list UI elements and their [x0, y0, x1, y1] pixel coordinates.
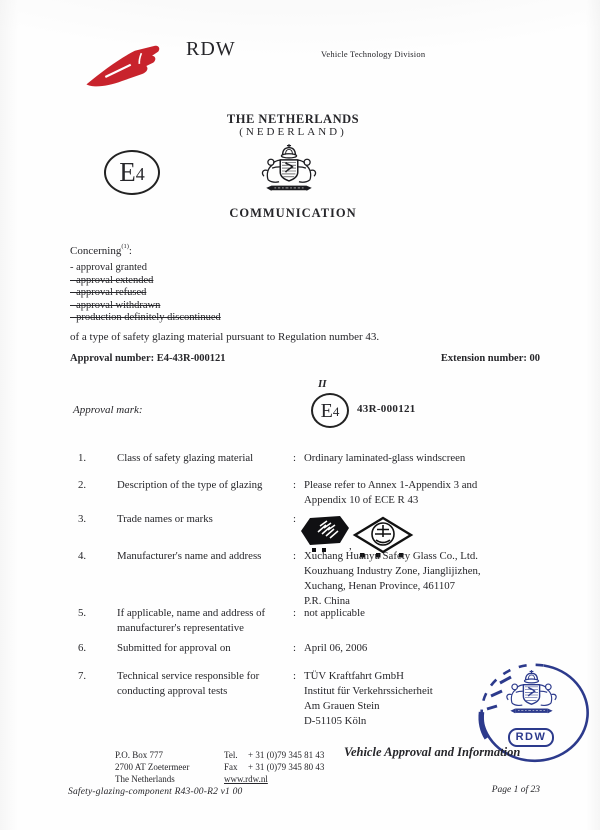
concerning-item: - production definitely discontinued	[70, 312, 221, 324]
country-native-title: (NEDERLAND)	[239, 126, 347, 138]
extension-number: Extension number: 00	[440, 353, 540, 364]
row-label: Description of the type of glazing	[117, 479, 263, 491]
approval-mark-class: II	[318, 378, 327, 390]
concerning-item: - approval granted	[70, 262, 147, 273]
e-mark-letter: E	[119, 157, 136, 187]
communication-title: COMMUNICATION	[229, 206, 357, 220]
footer-address: P.O. Box 777 2700 AT Zoetermeer The Netherlands	[115, 750, 190, 784]
rdw-swoosh-logo	[84, 43, 166, 93]
concerning-summary: of a type of safety glazing material pursuant to Regulation number 43.	[70, 331, 380, 343]
row-number: 6.	[78, 642, 87, 654]
brand-wordmark: RDW	[186, 38, 236, 60]
row-value: not applicable	[304, 607, 365, 619]
row-number: 7.	[78, 670, 87, 682]
e4-approval-country-mark	[104, 150, 160, 195]
row-label: Class of safety glazing material	[117, 452, 254, 464]
fax-number: + 31 (0)79 345 80 43	[248, 761, 325, 772]
row-label: Manufacturer's name and address	[117, 550, 262, 562]
approval-mark-label: Approval mark:	[73, 404, 143, 416]
row-colon: :	[293, 607, 296, 619]
stamp-coat-of-arms-icon	[507, 670, 556, 713]
concerning-item: - approval refused	[70, 287, 147, 299]
footnote-ref: (1)	[121, 243, 129, 250]
tel-number: + 31 (0)79 345 81 43	[248, 750, 325, 760]
e-mark-number: 4	[332, 404, 340, 419]
concerning-item: - approval extended	[70, 274, 154, 286]
row-value: Ordinary laminated-glass windscreen	[304, 452, 466, 464]
row-number: 4.	[78, 550, 87, 562]
page-number: Page 1 of 23	[491, 785, 540, 795]
row-colon: :	[293, 642, 296, 654]
row-value: Please refer to Annex 1-Appendix 3 and Appendix 10 of ECE R 43	[304, 479, 478, 506]
row-label: If applicable, name and address of manufacturer's representative	[117, 607, 266, 634]
row-number: 3.	[78, 513, 87, 525]
document-reference: Safety-glazing-component R43-00-R2 v1 00	[68, 787, 243, 797]
row-colon: :	[293, 670, 296, 682]
stamp-rdw-label: RDW	[515, 731, 547, 743]
tel-label: Tel.	[224, 750, 238, 760]
concerning-list	[70, 262, 221, 325]
row-number: 2.	[78, 479, 87, 491]
e-mark-number: 4	[135, 163, 145, 184]
row-colon: :	[293, 513, 296, 525]
netherlands-coat-of-arms-icon	[254, 142, 324, 200]
e-mark-letter: E	[320, 399, 333, 422]
approval-number: Approval number: E4-43R-000121	[70, 353, 226, 364]
trademark-hexagon-icon	[301, 516, 349, 552]
division-title: Vehicle Technology Division	[321, 49, 426, 59]
concerning-item: - approval withdrawn	[70, 299, 161, 311]
row-value: TÜV Kraftfahrt GmbH Institut für Verkehrssicherheit Am Grauen Stein D-51105 Köln	[304, 670, 433, 727]
row-label: Technical service responsible for conducting approval tests	[117, 670, 260, 697]
row-colon: :	[293, 550, 296, 562]
row-value: April 06, 2006	[304, 642, 368, 654]
row-number: 1.	[78, 452, 87, 464]
row-colon: :	[293, 479, 296, 491]
fax-label: Fax	[224, 761, 238, 772]
country-title: THE NETHERLANDS	[226, 112, 360, 126]
row-colon: :	[293, 452, 296, 464]
footer-contact	[224, 750, 324, 785]
concerning-label: Concerning$^{(1)}$:	[70, 243, 132, 257]
row-number: 5.	[78, 607, 87, 619]
approval-mark-number: 43R-000121	[357, 403, 416, 415]
website-link: www.rdw.nl	[224, 773, 268, 784]
footer-tagline: Vehicle Approval and Information	[344, 745, 521, 759]
row-value: Xuchang Huanyu Safety Glass Co., Ltd. Kouzhuang Industry Zone, Jianglijizhen, Xuchang, Henan Province, 461107 P.R. China	[304, 550, 481, 607]
trademark-separator: ,	[349, 540, 352, 552]
row-label: Submitted for approval on	[117, 642, 231, 654]
e4-approval-mark	[311, 393, 349, 428]
row-label: Trade names or marks	[117, 513, 213, 525]
